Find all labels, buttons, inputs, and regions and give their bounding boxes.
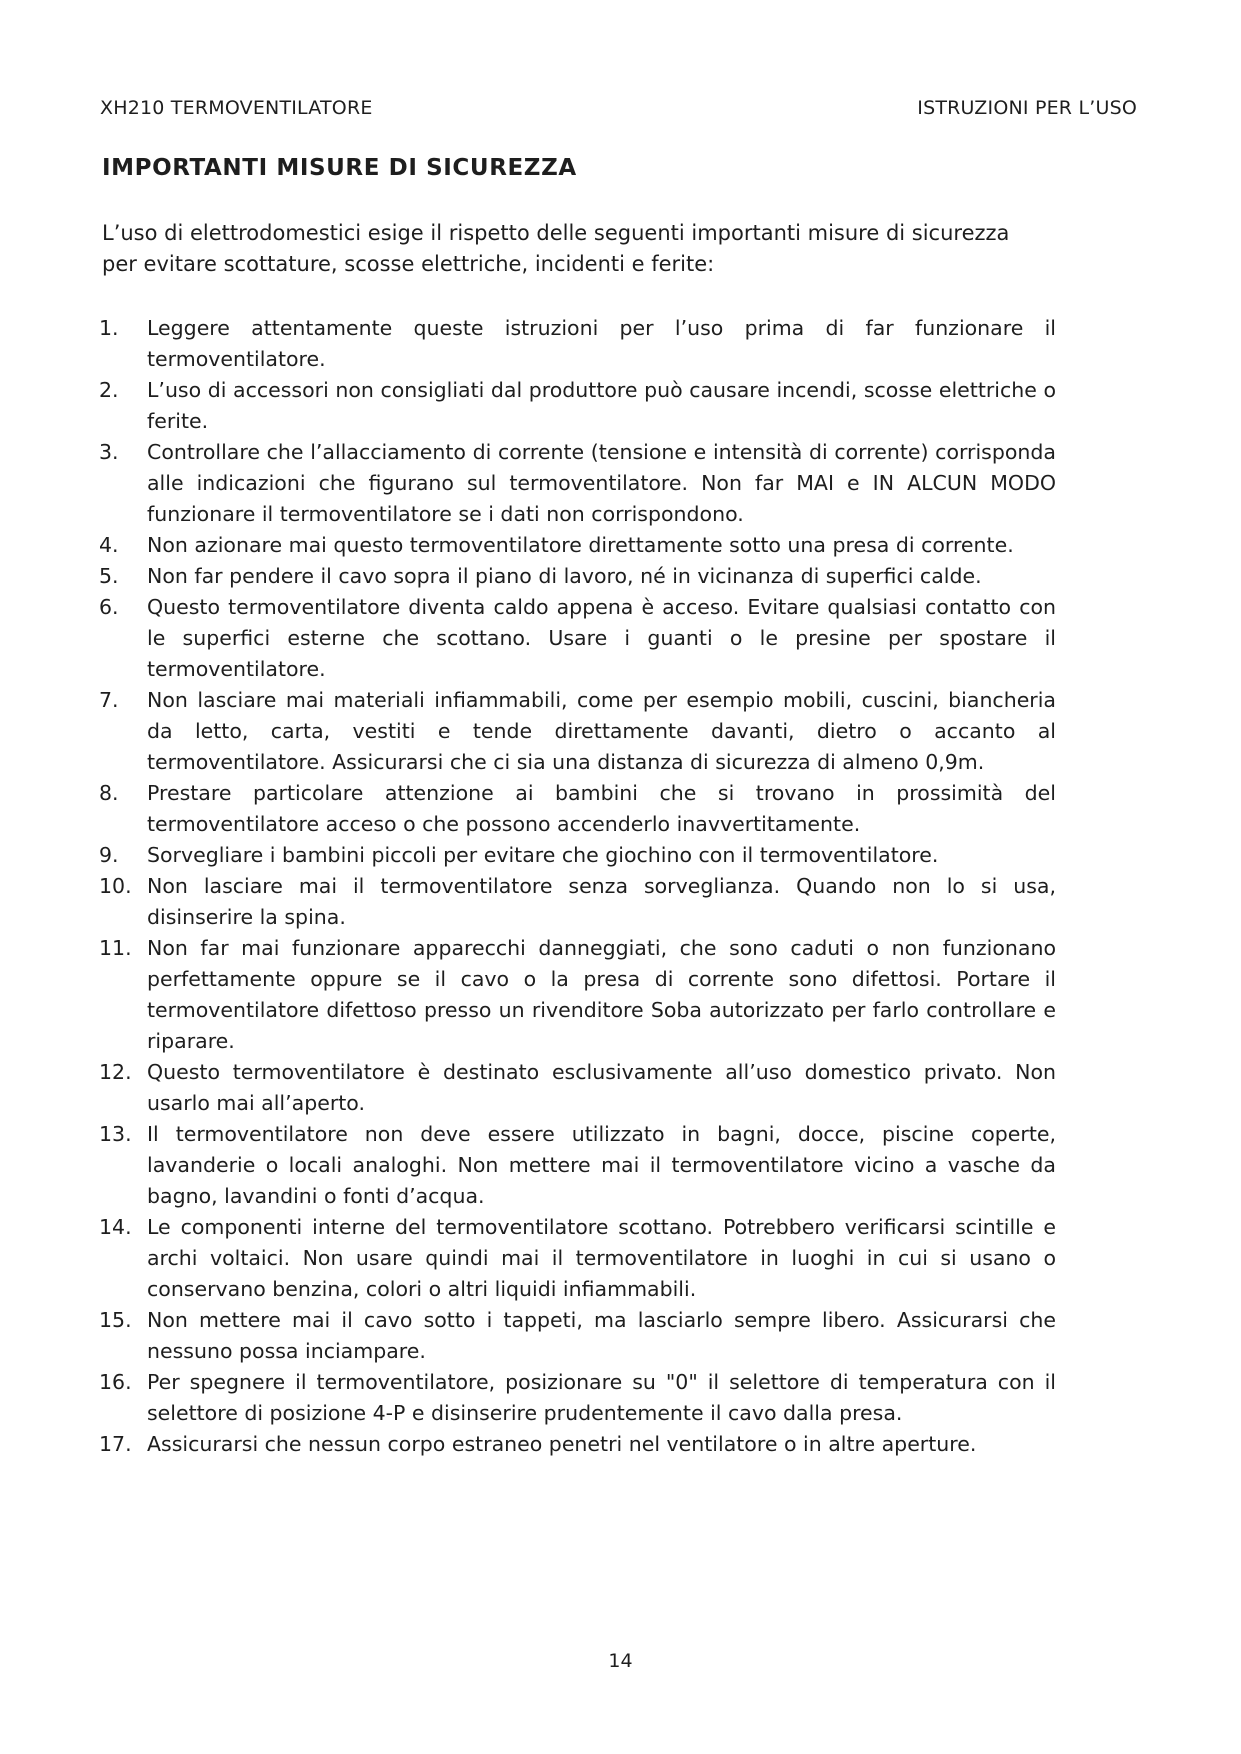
- header-product-title: XH210 TERMOVENTILATORE: [100, 97, 373, 119]
- list-item: [96, 1212, 1056, 1305]
- item-number: 2.: [99, 378, 119, 402]
- item-number: 6.: [99, 595, 119, 619]
- item-number: 7.: [99, 688, 119, 712]
- intro-line-1: L’uso di elettrodomestici esige il rispetto delle seguenti importanti misure di sicurezza: [102, 221, 1010, 245]
- item-number: 13.: [99, 1122, 132, 1146]
- item-text: Leggere attentamente queste istruzioni per l’uso prima di far funzionare il termoventilatore.: [147, 316, 1056, 371]
- item-text: Assicurarsi che nessun corpo estraneo penetri nel ventilatore o in altre aperture.: [147, 1432, 977, 1456]
- item-text: Il termoventilatore non deve essere utilizzato in bagni, docce, piscine coperte, lavanderie o locali analoghi. Non mettere mai il termoventilatore vicino a vasche da bagno, lavandini o fonti d’acqua.: [147, 1122, 1056, 1208]
- item-number: 3.: [99, 440, 119, 464]
- item-text: Prestare particolare attenzione ai bambini che si trovano in prossimità del termoventilatore acceso o che possono accenderlo inavvertitamente.: [147, 781, 1056, 836]
- item-text: Controllare che l’allacciamento di corrente (tensione e intensità di corrente) corrisponda alle indicazioni che figurano sul termoventilatore. Non far MAI e IN ALCUN MODO funzionare il termoventilatore se i dati non corrispondono.: [147, 440, 1056, 526]
- list-item: [96, 685, 1056, 778]
- page-title: IMPORTANTI MISURE DI SICUREZZA: [102, 155, 577, 181]
- intro-paragraph: [102, 218, 1062, 280]
- item-text: Questo termoventilatore è destinato esclusivamente all’uso domestico privato. Non usarlo mai all’aperto.: [147, 1060, 1056, 1115]
- list-item: [96, 561, 1056, 592]
- list-item: [96, 437, 1056, 530]
- list-item: [96, 375, 1056, 437]
- item-number: 12.: [99, 1060, 132, 1084]
- safety-instructions-list: [96, 313, 1056, 1460]
- item-number: 9.: [99, 843, 119, 867]
- item-text: Le componenti interne del termoventilatore scottano. Potrebbero verificarsi scintille e archi voltaici. Non usare quindi mai il termoventilatore in luoghi in cui si usano o conservano benzina, colori o altri liquidi infiammabili.: [147, 1215, 1056, 1301]
- list-item: [96, 1119, 1056, 1212]
- item-text: Questo termoventilatore diventa caldo appena è acceso. Evitare qualsiasi contatto con le superfici esterne che scottano. Usare i guanti o le presine per spostare il termoventilatore.: [147, 595, 1056, 681]
- item-number: 1.: [99, 316, 119, 340]
- page-number: 14: [608, 1650, 633, 1672]
- item-number: 5.: [99, 564, 119, 588]
- item-number: 10.: [99, 874, 132, 898]
- list-item: [96, 1057, 1056, 1119]
- item-text: Non mettere mai il cavo sotto i tappeti, ma lasciarlo sempre libero. Assicurarsi che nessuno possa inciampare.: [147, 1308, 1056, 1363]
- list-item: [96, 778, 1056, 840]
- list-item: [96, 530, 1056, 561]
- list-item: [96, 871, 1056, 933]
- intro-line-2: per evitare scottature, scosse elettriche, incidenti e ferite:: [102, 252, 715, 276]
- header-section-title: ISTRUZIONI PER L’USO: [917, 97, 1137, 119]
- item-text: Non far pendere il cavo sopra il piano di lavoro, né in vicinanza di superfici calde.: [147, 564, 982, 588]
- item-number: 14.: [99, 1215, 132, 1239]
- item-text: Non far mai funzionare apparecchi danneggiati, che sono caduti o non funzionano perfettamente oppure se il cavo o la presa di corrente sono difettosi. Portare il termoventilatore difettoso presso un rivenditore Soba autorizzato per farlo controllare e riparare.: [147, 936, 1056, 1053]
- item-number: 15.: [99, 1308, 132, 1332]
- list-item: [96, 1367, 1056, 1429]
- item-text: Non lasciare mai materiali infiammabili, come per esempio mobili, cuscini, biancheria da letto, carta, vestiti e tende direttamente davanti, dietro o accanto al termoventilatore. Assicurarsi che ci sia una distanza di sicurezza di almeno 0,9m.: [147, 688, 1056, 774]
- list-item: [96, 313, 1056, 375]
- item-number: 11.: [99, 936, 132, 960]
- item-text: L’uso di accessori non consigliati dal produttore può causare incendi, scosse elettriche o ferite.: [147, 378, 1056, 433]
- list-item: [96, 592, 1056, 685]
- item-number: 4.: [99, 533, 119, 557]
- list-item: [96, 1305, 1056, 1367]
- list-item: [96, 933, 1056, 1057]
- item-number: 8.: [99, 781, 119, 805]
- item-number: 17.: [99, 1432, 132, 1456]
- list-item: [96, 840, 1056, 871]
- item-text: Non azionare mai questo termoventilatore direttamente sotto una presa di corrente.: [147, 533, 1014, 557]
- item-text: Sorvegliare i bambini piccoli per evitare che giochino con il termoventilatore.: [147, 843, 939, 867]
- item-text: Per spegnere il termoventilatore, posizionare su "0" il selettore di temperatura con il selettore di posizione 4-P e disinserire prudentemente il cavo dalla presa.: [147, 1370, 1056, 1425]
- item-text: Non lasciare mai il termoventilatore senza sorveglianza. Quando non lo si usa, disinserire la spina.: [147, 874, 1056, 929]
- list-item: [96, 1429, 1056, 1460]
- item-number: 16.: [99, 1370, 132, 1394]
